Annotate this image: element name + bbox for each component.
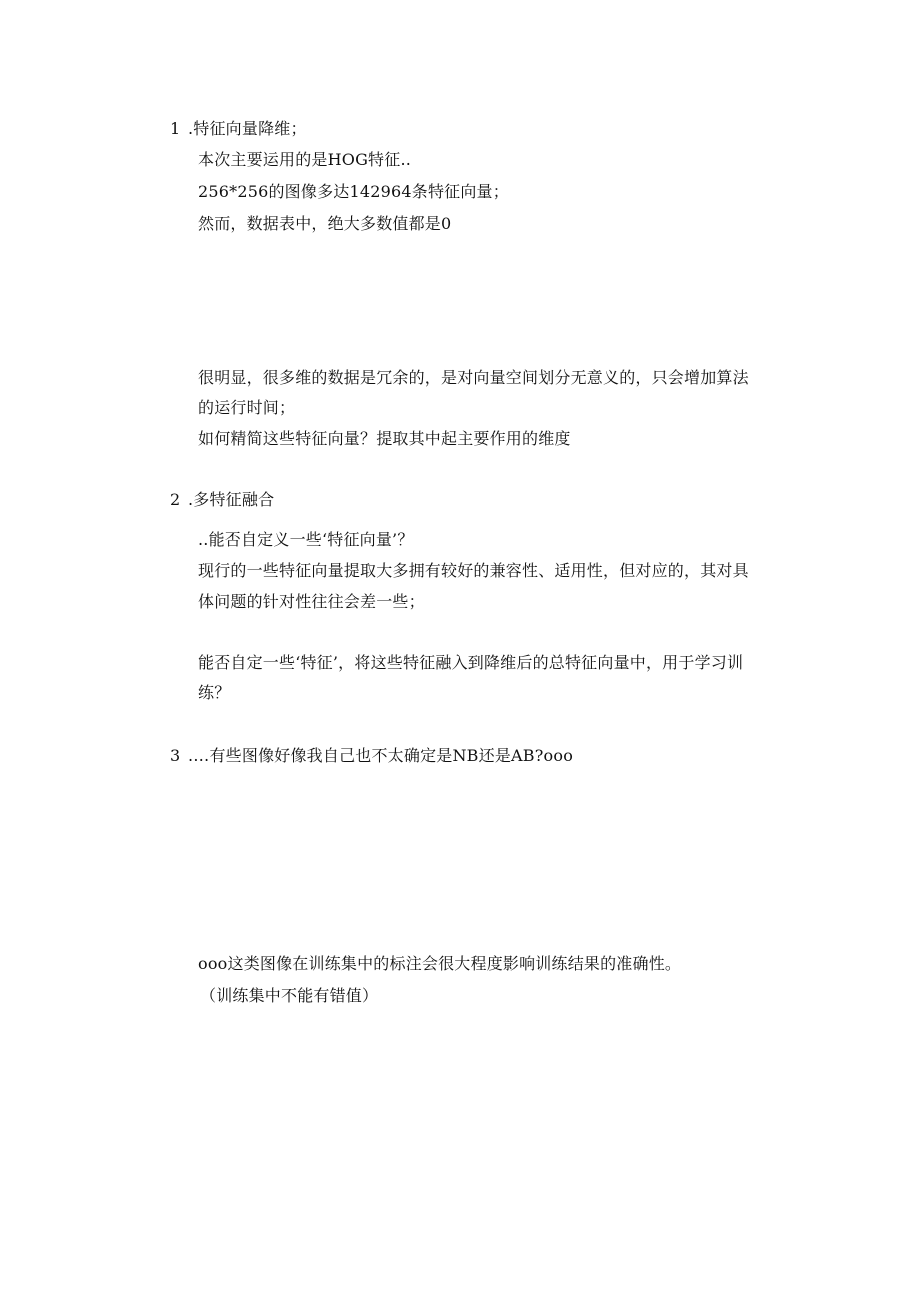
section-1-number: 1 <box>170 119 181 138</box>
section-1-line-6: 如何精简这些特征向量？提取其中起主要作用的维度 <box>198 429 571 448</box>
section-2-line-2: 现行的一些特征向量提取大多拥有较好的兼容性、适用性，但对应的，其对具 <box>198 561 749 580</box>
section-3-number: 3 <box>170 746 181 765</box>
section-1-line-4: 很明显，很多维的数据是冗余的，是对向量空间划分无意义的，只会增加算法 <box>198 368 749 387</box>
section-2-line-4: 能否自定一些‘特征’，将这些特征融入到降维后的总特征向量中，用于学习训 <box>198 653 744 672</box>
section-2-heading <box>170 489 274 511</box>
section-2-title: .多特征融合 <box>188 490 275 509</box>
section-3-line-2: （训练集中不能有错值） <box>200 986 379 1005</box>
section-2-line-3: 体问题的针对性往往会差一些； <box>198 592 425 611</box>
section-2-line-5: 练？ <box>198 683 231 702</box>
section-3-line-1: ooo这类图像在训练集中的标注会很大程度影响训练结果的准确性。 <box>198 954 682 973</box>
section-2-number: 2 <box>170 490 181 509</box>
section-3-title: .…有些图像好像我自己也不太确定是NB还是AB?ooo <box>188 746 574 765</box>
section-1-heading <box>170 118 307 140</box>
section-1-line-1: 本次主要运用的是HOG特征.. <box>198 150 412 169</box>
section-2-line-1: ..能否自定义一些‘特征向量’？ <box>198 530 414 549</box>
section-1-title: .特征向量降维； <box>188 119 307 138</box>
section-3-heading <box>170 745 573 767</box>
section-1-line-2: 256*256的图像多达142964条特征向量； <box>198 182 509 201</box>
section-1-line-5: 的运行时间； <box>198 398 296 417</box>
section-1-line-3: 然而，数据表中，绝大多数值都是0 <box>198 214 452 233</box>
